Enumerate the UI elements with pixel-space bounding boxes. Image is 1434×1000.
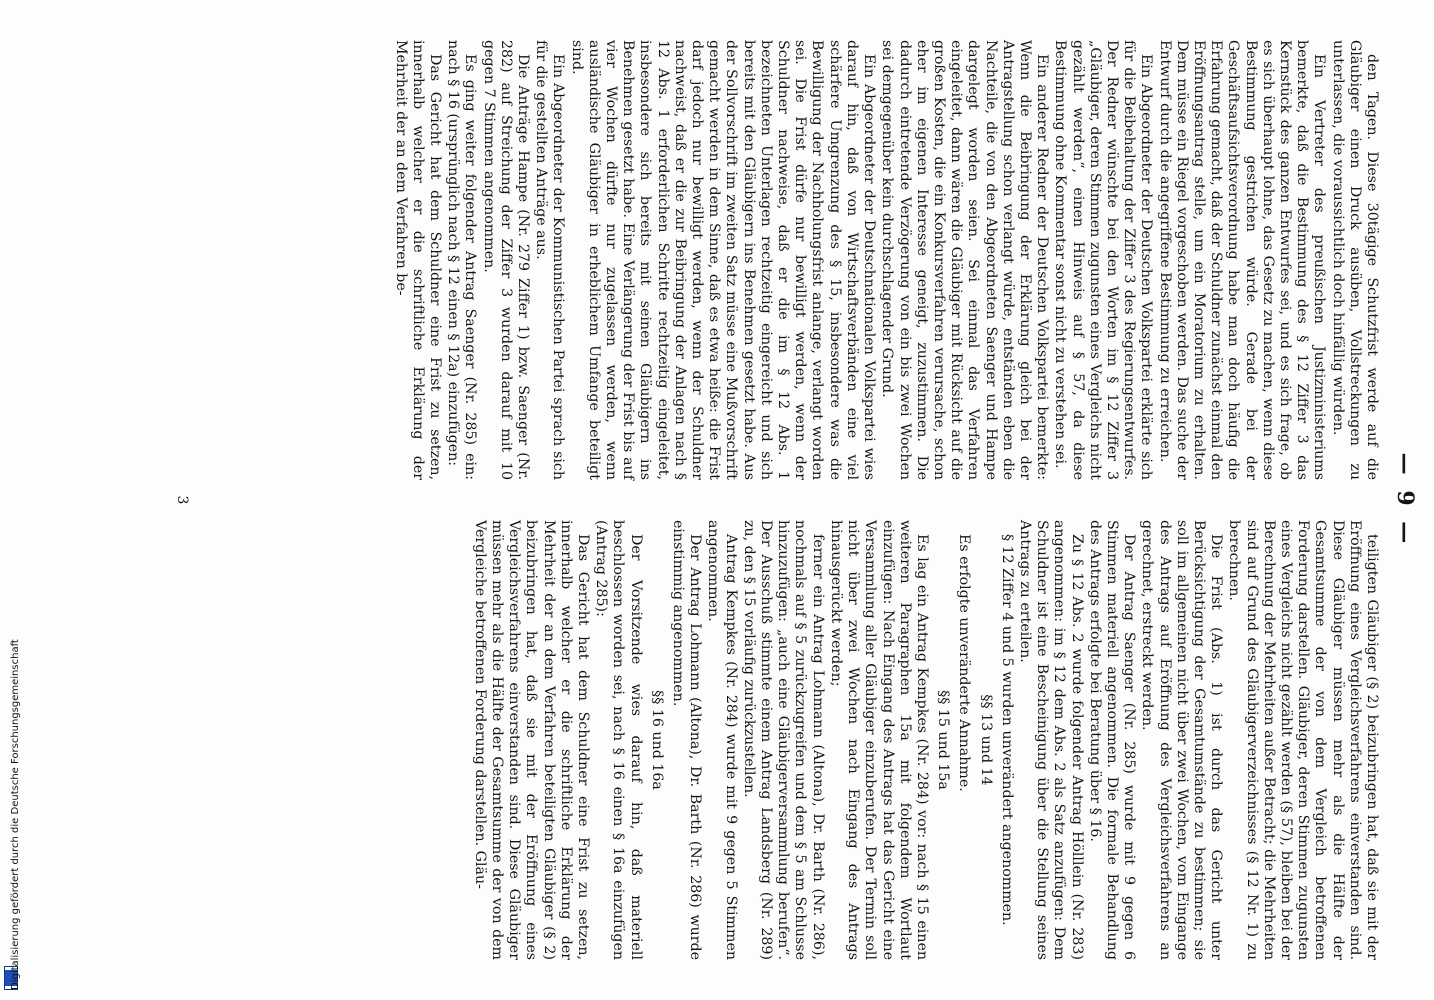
paragraph: Ein Abgeordneter der Kommunistischen Partei sprach sich für die gestellten Anträge aus. [533,40,567,480]
paragraph: Ein Abgeordneter der Deutschnationalen Volkspartei wies darauf hin, daß von Wirtschaftsverbänden eine viel schärfere Umgrenzung des § 15, insbesondere was die Bewilligung der Nachholungsfrist anlange, verlangt worden sei. Die Frist dürfe nur bewilligt werden, wenn der Schuldner nachweise, daß er die im § 12 Abs. 1 bezeichneten Unterlagen rechtzeitig eingereicht und sich bereits mit den Gläubigern ins Benehmen gesetzt habe. Aus der Sollvorschrift im zweiten Satz müsse eine Mußvorschrift gemacht werden in dem Sinne, daß es etwa heiße: die Frist darf jedoch nur bewilligt werden, wenn der Schuldner nachweist, daß er die zur Beibringung der Anlagen nach § 12 Abs. 1 erforderlichen Schritte rechtzeitig eingeleitet, insbesondere sich bereits mit seinen Gläubigern ins Benehmen gesetzt habe. Eine Verlängerung der Frist bis auf vier Wochen dürfte nur zugelassen werden, wenn ausländische Gläubiger in erheblichem Umfange beteiligt sind. [568,40,878,480]
paragraph: Ein Abgeordneter der Deutschen Volkspartei erklärte sich für die Beibehaltung der Ziffer 3 des Regierungsentwurfes. Der Redner wünschte bei den Worten im § 12 Ziffer 3 „Gläubiger, deren Stimmen zugunsten eines Vergleichs nicht gezählt werden“, einen Hinweis auf § 57, da diese Bestimmung ohne Kommentar sonst nicht zu verstehen sei. [1052,40,1155,480]
section-heading: §§ 13 und 14 [977,694,994,786]
paragraph: Ein anderer Redner der Deutschen Volkspartei bemerkte: Wenn die Beibringung der Erklärung gleich bei der Antragstellung schon verlangt würde, entständen eben die Nachteile, die von den Abgeordneten Saenger und Hampe dargelegt worden seien. Sei einmal das Verfahren eingeleitet, dann wären die Gläubiger mit Rücksicht auf die großen Kosten, die ein Konkursverfahren verursache, schon eher im eigenen Interesse geneigt, zuzustimmen. Die dadurch eintretende Verzögerung von ein bis zwei Wochen sei demgegenüber kein durchschlagender Grund. [879,40,1051,480]
paragraph: Zu § 12 Abs. 2 wurde folgender Antrag Hölllein (Nr. 283) angenommen: im § 12 dem Abs. 2 als Satz anzufügen: Dem Schuldner ist eine Bescheinigung über die Stellung seines Antrags zu erteilen. [1016,520,1085,960]
paragraph: Es erfolgte unveränderte Annahme. [956,534,973,792]
paragraph: § 12 Ziffer 4 und 5 wurden unverändert angenommen. [998,534,1015,926]
paragraph: Ein Vertreter des preußischen Justizministeriums bemerkte, daß die Bestimmung des § 12 Ziffer 3 das Kernstück des ganzen Entwurfes sei, und es sich frage, ob es sich überhaupt lohne, das Gesetz zu machen, wenn diese Bestimmung gestrichen würde. Gerade bei der Geschäftsaufsichtsverordnung habe man doch häufig die Erfahrung gemacht, daß der Schuldner zunächst einmal den Eröffnungsantrag stelle, um ein Moratorium zu erhalten. Dem müsse ein Riegel vorgeschoben werden. Das suche der Entwurf durch die angegriffene Bestimmung zu erreichen. [1156,40,1328,480]
paragraph: Die Anträge Hampe (Nr. 279 Ziffer 1) bzw. Saenger (Nr. 282) auf Streichung der Ziffer 3 wurden darauf mit 10 gegen 7 Stimmen angenommen. [480,40,532,480]
rotated-page [150,40,1420,960]
credit-text: Digitalisierung gefördert durch die Deutsche Forschungsgemeinschaft [10,639,21,990]
paragraph: Der Vorsitzende wies darauf hin, daß materiell beschlossen worden sei, nach § 16 einen § 16a einzufügen (Antrag 285): [593,520,644,960]
sheet-number: 3 [174,495,190,505]
section-heading: §§ 16 und 16a [648,690,665,790]
page-number-header: — 9 — [1392,452,1418,548]
section-heading: §§ 15 und 15a [935,690,952,790]
right-column [471,520,1380,960]
paragraph: teiligten Gläubiger (§ 2) beizubringen hat, daß sie mit der Eröffnung eines Vergleichsverfahrens einverstanden sind. Diese Gläubiger müssen mehr als die Hälfte der Gesamtsumme der von dem Vergleich betroffenen Forderung darstellen. Gläubiger, deren Stimmen zugunsten eines Vergleichs nicht gezählt werden (§ 57), bleiben bei der Berechnung der Mehrheiten außer Betracht; die Mehrheiten sind auf Grund des Gläubigerverzeichnisses (§ 12 Nr. 1) zu berechnen. [1226,520,1380,960]
paragraph: Das Gericht hat dem Schuldner eine Frist zu setzen, innerhalb welcher er die schriftliche Erklärung der Mehrheit der an dem Verfahren beteiligten Gläubiger (§ 2) beizubringen hat, daß sie mit der Eröffnung eines Vergleichsverfahrens einverstanden sind. Diese Gläubiger müssen mehr als die Hälfte der Gesamtsumme der von dem Vergleiche betroffenen Forderung darstellen. Gläu- [471,520,592,960]
paragraph: Es lag ein Antrag Kempkes (Nr. 284) vor: nach § 15 einen weiteren Paragraphen 15a mit folgendem Wortlaut einzufügen: Nach Eingang des Antrags hat das Gericht eine Versammlung aller Gläubiger einzuberufen. Der Termin soll nicht über zwei Wochen nach Eingang des Antrags hinausgerückt werden; [827,520,930,960]
paragraph: ferner ein Antrag Lohmann (Altona), Dr. Barth (Nr. 286), nochmals auf § 5 zurückzugreifen und dem § 5 am Schlusse hinzuzufügen: „auch eine Gläubigerversammlung berufen“. Der Ausschuß stimmte einem Antrag Landsberg (Nr. 289) zu, den § 15 vorläufig zurückzustellen. [740,520,826,960]
paragraph: Antrag Kempkes (Nr. 284) wurde mit 9 gegen 5 Stimmen angenommen. [705,520,739,960]
text-columns [155,40,1380,960]
digitization-credit [2,0,21,1000]
paragraph: den Tagen. Diese 30tägige Schutzfrist werde auf die Gläubiger einen Druck ausüben, Vollstreckungen zu unterlassen, die voraussichtlich doch hinfällig würden. [1329,40,1380,480]
paragraph: Der Antrag Saenger (Nr. 285) wurde mit 9 gegen 6 Stimmen materiell angenommen. Die formale Behandlung des Antrags erfolgte bei Beratung über § 16. [1086,520,1138,960]
paragraph: Es ging weiter folgender Antrag Saenger (Nr. 285) ein: nach § 16 (ursprünglich nach § 12 einen § 12a) einzufügen: [445,40,479,480]
paragraph: Das Gericht hat dem Schuldner eine Frist zu setzen, innerhalb welcher er die schriftliche Erklärung der Mehrheit der an dem Verfahren be- [392,40,444,480]
left-column [392,40,1380,480]
paragraph: Die Frist (Abs. 1) ist durch das Gericht unter Berücksichtigung der Gesamtumstände zu bestimmen; sie soll im allgemeinen nicht über zwei Wochen, vom Eingange des Antrags auf Eröffnung des Vergleichsverfahrens an gerechnet, erstreckt werden. [1139,520,1225,960]
paragraph: Der Antrag Lohmann (Altona), Dr. Barth (Nr. 286) wurde einstimmig angenommen. [670,520,704,960]
